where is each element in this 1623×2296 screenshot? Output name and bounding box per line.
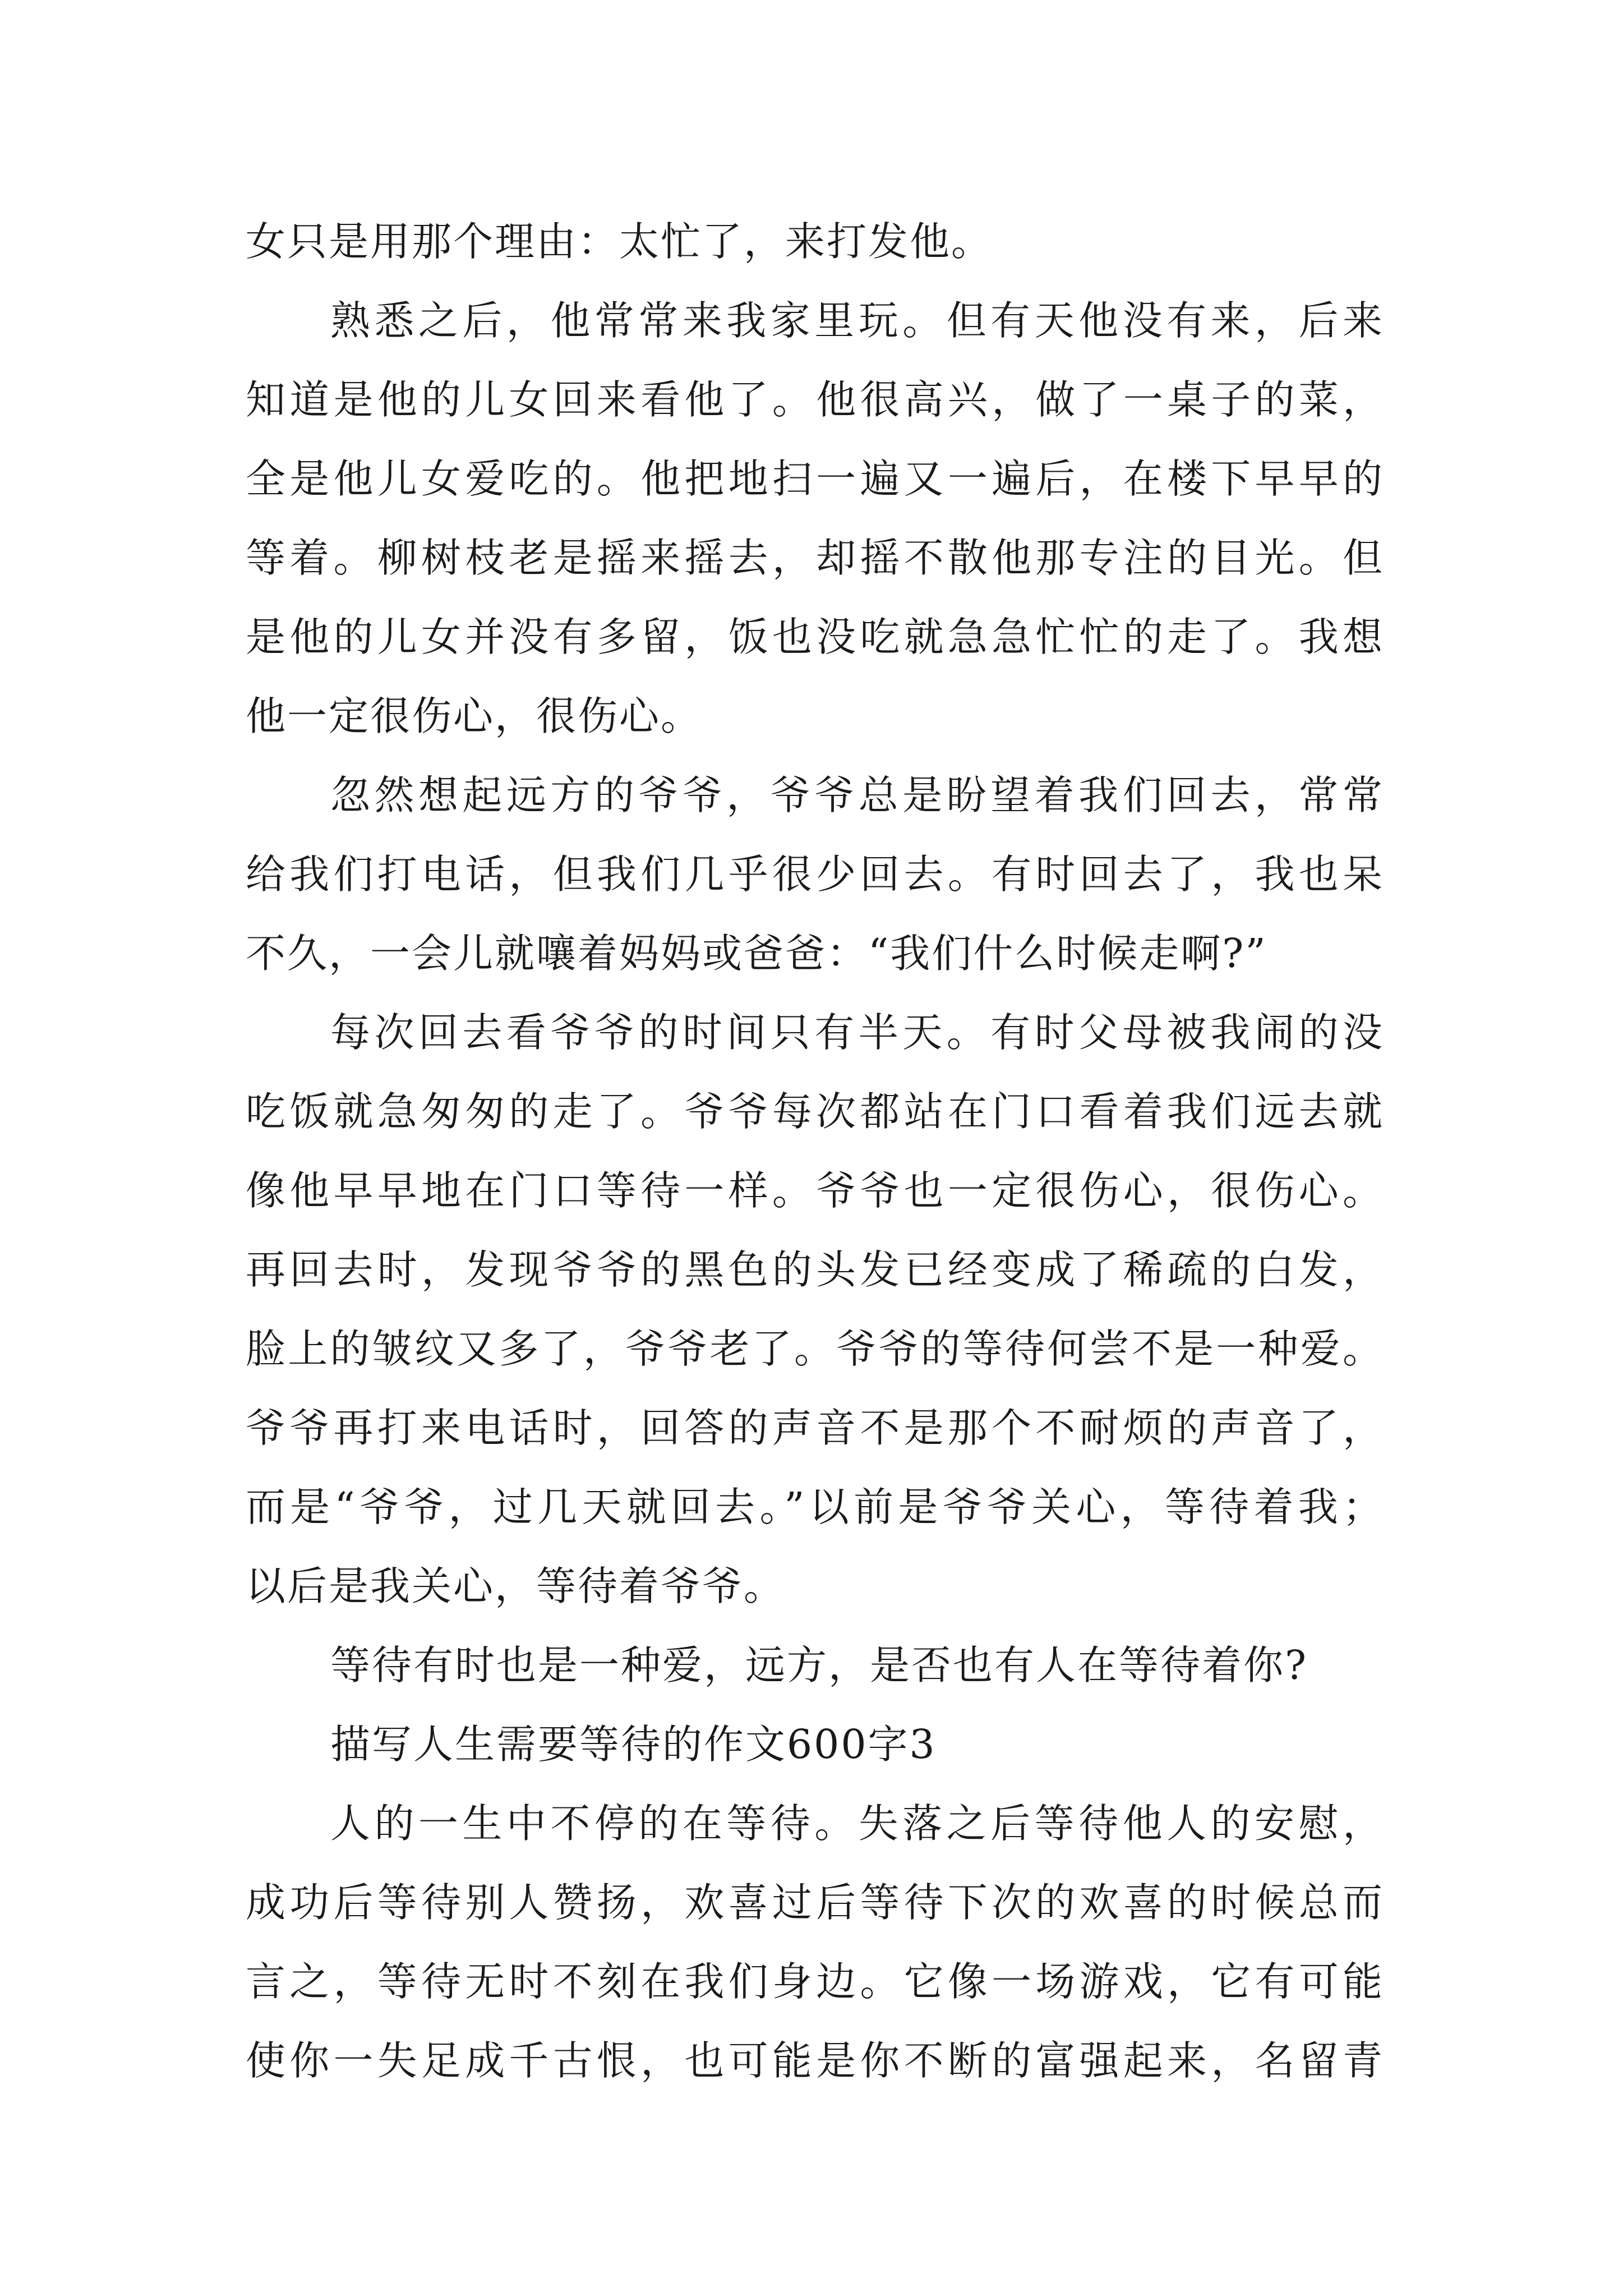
text-line: 给我们打电话，但我们几乎很少回去。有时回去了，我也呆 bbox=[246, 851, 1384, 898]
text-line: 不久，一会儿就嚷着妈妈或爸爸：“我们什么时候走啊?” bbox=[246, 930, 1267, 977]
text-line: 使你一失足成千古恨，也可能是你不断的富强起来，名留青 bbox=[246, 2037, 1384, 2084]
text-line: 爷爷再打来电话时，回答的声音不是那个不耐烦的声音了， bbox=[246, 1405, 1384, 1451]
paragraph-start-line: 熟悉之后，他常常来我家里玩。但有天他没有来，后来 bbox=[330, 297, 1384, 344]
text-line: 脸上的皱纹又多了，爷爷老了。爷爷的等待何尝不是一种爱。 bbox=[246, 1326, 1384, 1372]
paragraph-start-line: 人的一生中不停的在等待。失落之后等待他人的安慰， bbox=[330, 1800, 1384, 1847]
text-line: 像他早早地在门口等待一样。爷爷也一定很伤心，很伤心。 bbox=[246, 1167, 1384, 1214]
text-line: 成功后等待别人赞扬，欢喜过后等待下次的欢喜的时候总而 bbox=[246, 1879, 1384, 1926]
text-line: 是他的儿女并没有多留，饭也没吃就急急忙忙的走了。我想 bbox=[246, 614, 1384, 660]
paragraph-start-line: 每次回去看爷爷的时间只有半天。有时父母被我闹的没 bbox=[330, 1009, 1384, 1056]
text-line: 全是他儿女爱吃的。他把地扫一遍又一遍后，在楼下早早的 bbox=[246, 455, 1384, 502]
text-line: 女只是用那个理由：太忙了，来打发他。 bbox=[246, 218, 993, 265]
paragraph-start-line: 等待有时也是一种爱，远方，是否也有人在等待着你? bbox=[330, 1642, 1308, 1688]
text-line: 等着。柳树枝老是摇来摇去，却摇不散他那专注的目光。但 bbox=[246, 535, 1384, 581]
section-heading: 描写人生需要等待的作文600字3 bbox=[330, 1721, 937, 1768]
body-text bbox=[246, 202, 1384, 2100]
text-line: 知道是他的儿女回来看他了。他很高兴，做了一桌子的菜， bbox=[246, 376, 1384, 423]
text-line: 言之，等待无时不刻在我们身边。它像一场游戏，它有可能 bbox=[246, 1958, 1384, 2005]
text-line: 再回去时，发现爷爷的黑色的头发已经变成了稀疏的白发， bbox=[246, 1246, 1384, 1293]
text-line: 而是“爷爷，过几天就回去。”以前是爷爷关心，等待着我； bbox=[246, 1484, 1384, 1530]
paragraph-start-line: 忽然想起远方的爷爷，爷爷总是盼望着我们回去，常常 bbox=[330, 772, 1384, 818]
text-line: 吃饭就急匆匆的走了。爷爷每次都站在门口看着我们远去就 bbox=[246, 1088, 1384, 1135]
text-line: 他一定很伤心，很伤心。 bbox=[246, 693, 703, 739]
text-line: 以后是我关心，等待着爷爷。 bbox=[246, 1563, 786, 1609]
